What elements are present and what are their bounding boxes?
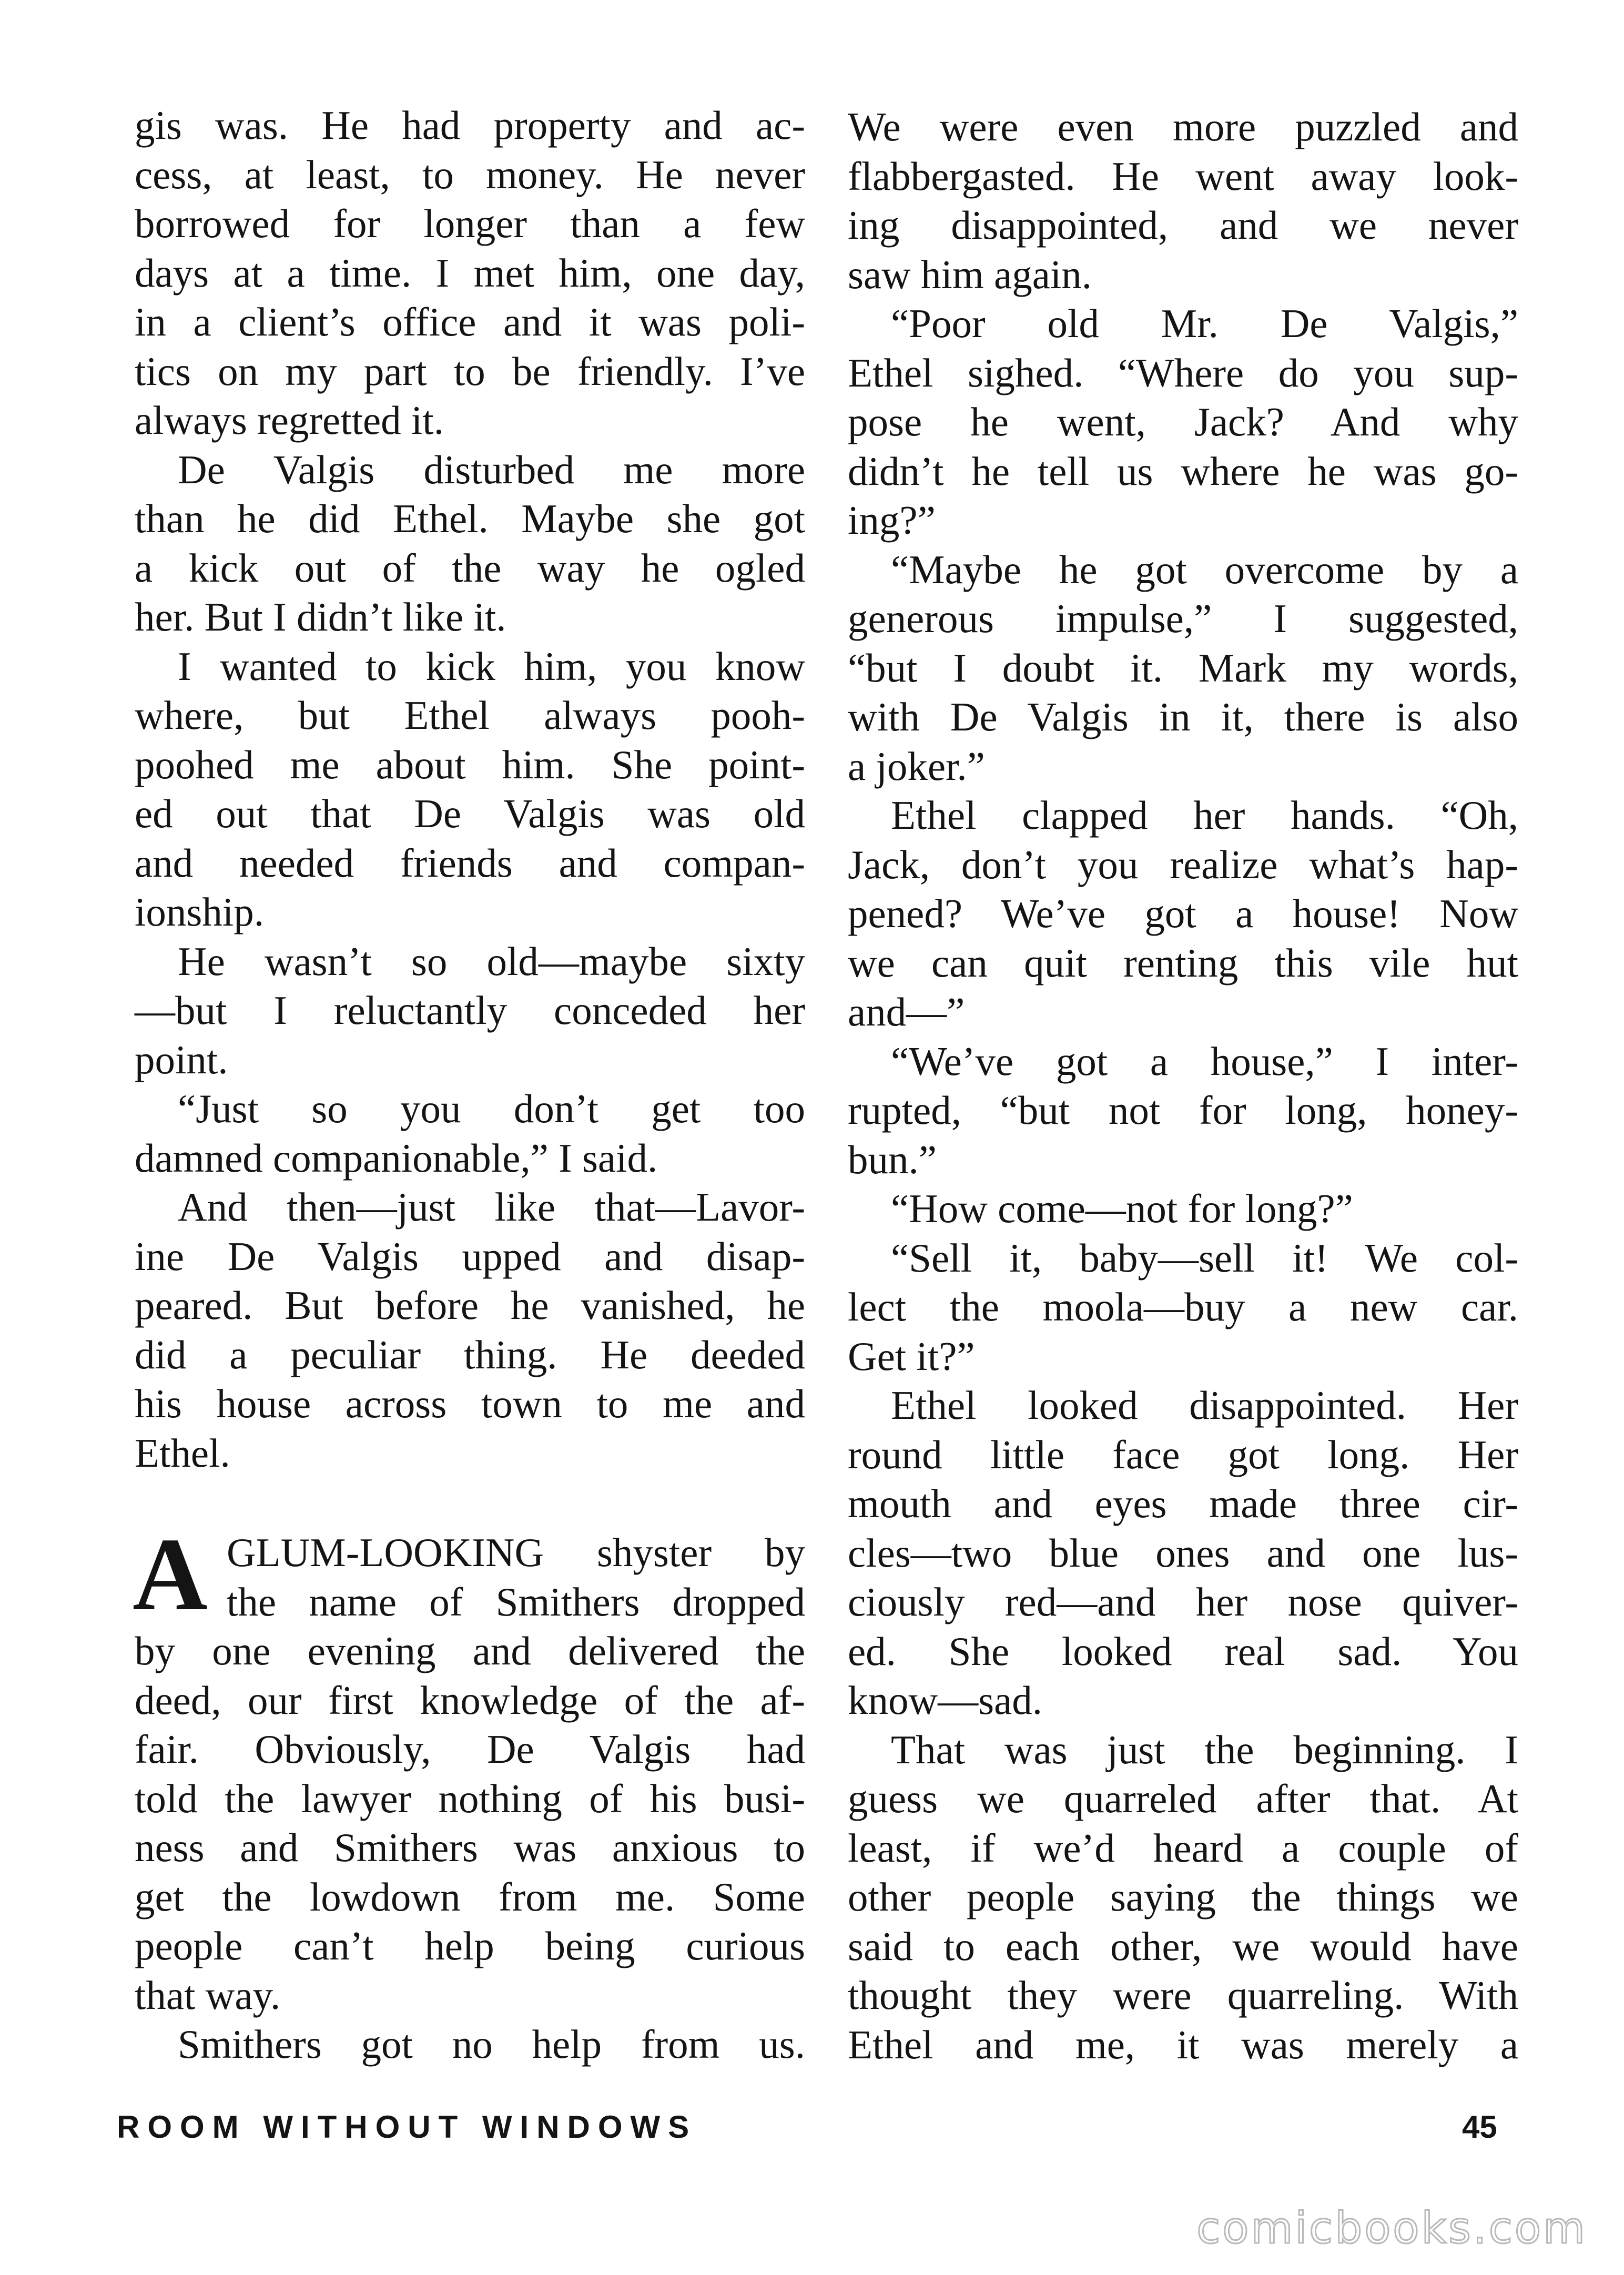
text-line: days at a time. I met him, one day, <box>135 250 805 296</box>
text-line: ed. She looked real sad. You <box>848 1628 1518 1674</box>
text-line: with De Valgis in it, there is also <box>848 694 1518 739</box>
text-line: That was just the beginning. I <box>891 1726 1518 1772</box>
section-break <box>135 1478 805 1528</box>
text-line: round little face got long. Her <box>848 1431 1518 1477</box>
paragraph <box>135 2020 805 2069</box>
text-line: bun.” <box>848 1136 937 1182</box>
text-line: and—” <box>848 989 965 1034</box>
text-line: cess, at least, to money. He never <box>135 151 805 197</box>
text-line: a joker.” <box>848 743 985 789</box>
text-line: thought they were quarreling. With <box>848 1973 1518 2018</box>
text-line: We were even more puzzled and <box>848 104 1518 149</box>
text-line: a kick out of the way he ogled <box>135 545 805 591</box>
text-line: people can’t help being curious <box>135 1923 805 1968</box>
text-line: Get it?” <box>848 1333 975 1379</box>
paragraph <box>133 1517 805 2020</box>
text-line: “How come—not for long?” <box>891 1186 1353 1231</box>
paragraph <box>848 299 1518 545</box>
text-line: ness and Smithers was anxious to <box>135 1825 805 1870</box>
text-line: poohed me about him. She point- <box>135 742 805 787</box>
text-line: He wasn’t so old—maybe sixty <box>178 938 805 984</box>
text-line: least, if we’d heard a couple of <box>848 1825 1518 1871</box>
watermark: comicbooks.com <box>1196 2203 1587 2253</box>
text-line: her. But I didn’t like it. <box>135 594 506 639</box>
text-line: ciously red—and her nose quiver- <box>848 1579 1518 1624</box>
text-line: “We’ve got a house,” I inter- <box>891 1038 1518 1084</box>
paragraph <box>848 1184 1518 1234</box>
text-line: Smithers got no help from us. <box>178 2022 805 2067</box>
text-line: point. <box>135 1037 228 1082</box>
text-line: Ethel clapped her hands. “Oh, <box>891 793 1518 838</box>
drop-cap: A <box>133 1517 208 1632</box>
paragraph <box>135 642 805 937</box>
text-line: mouth and eyes made three cir- <box>848 1481 1518 1526</box>
text-line: fair. Obviously, De Valgis had <box>135 1726 805 1772</box>
paragraph <box>848 103 1518 299</box>
text-line: ed out that De Valgis was old <box>135 791 805 836</box>
text-line: rupted, “but not for long, honey- <box>848 1088 1518 1133</box>
text-line: ine De Valgis upped and disap- <box>135 1233 805 1279</box>
text-line: Ethel. <box>135 1430 230 1476</box>
text-line: that way. <box>135 1972 281 2018</box>
text-line: “but I doubt it. Mark my words, <box>848 645 1518 690</box>
paragraph <box>135 101 805 445</box>
text-line: —but I reluctantly conceded her <box>135 988 805 1033</box>
text-line: Ethel looked disappointed. Her <box>891 1383 1518 1428</box>
text-line: “Poor old Mr. De Valgis,” <box>891 301 1518 346</box>
text-line: GLUM-LOOKING shyster by <box>227 1530 805 1575</box>
text-line: the name of Smithers dropped <box>227 1579 805 1624</box>
text-line: his house across town to me and <box>135 1381 805 1426</box>
paragraph <box>848 1037 1518 1185</box>
text-line: ing?” <box>848 497 936 543</box>
text-line: didn’t he tell us where he was go- <box>848 448 1518 494</box>
text-line: where, but Ethel always pooh- <box>135 693 805 738</box>
text-line: pose he went, Jack? And why <box>848 399 1518 444</box>
text-line: gis was. He had property and ac- <box>135 103 805 148</box>
text-line: and needed friends and compan- <box>135 840 805 886</box>
text-line: other people saying the things we <box>848 1874 1518 1919</box>
paragraph <box>848 1234 1518 1382</box>
text-line: by one evening and delivered the <box>135 1628 805 1673</box>
paragraph <box>135 1183 805 1478</box>
paragraph <box>848 545 1518 791</box>
text-line: “Sell it, baby—sell it! We col- <box>891 1235 1518 1281</box>
text-line: I wanted to kick him, you know <box>178 643 805 689</box>
paragraph <box>848 1381 1518 1725</box>
text-line: “Maybe he got overcome by a <box>891 546 1518 592</box>
text-line: saw him again. <box>848 251 1092 297</box>
text-line: peared. But before he vanished, he <box>135 1283 805 1328</box>
text-line: get the lowdown from me. Some <box>135 1874 805 1919</box>
paragraph <box>135 937 805 1085</box>
text-line: borrowed for longer than a few <box>135 201 805 246</box>
text-line: De Valgis disturbed me more <box>178 446 805 492</box>
text-line: Ethel sighed. “Where do you sup- <box>848 350 1518 395</box>
right-column <box>848 103 1518 2069</box>
text-line: Ethel and me, it was merely a <box>848 2022 1518 2067</box>
paragraph <box>848 791 1518 1037</box>
text-line: know—sad. <box>848 1678 1042 1723</box>
page-number: 45 <box>1462 2109 1497 2145</box>
text-line: damned companionable,” I said. <box>135 1135 658 1181</box>
text-line: And then—just like that—Lavor- <box>178 1184 805 1230</box>
text-line: did a peculiar thing. He deeded <box>135 1332 805 1377</box>
text-line: generous impulse,” I suggested, <box>848 596 1518 641</box>
text-line: guess we quarreled after that. At <box>848 1776 1518 1821</box>
text-line: always regretted it. <box>135 398 444 443</box>
text-line: told the lawyer nothing of his busi- <box>135 1775 805 1821</box>
text-line: in a client’s office and it was poli- <box>135 299 805 344</box>
text-line: Jack, don’t you realize what’s hap- <box>848 841 1518 887</box>
text-line: deed, our first knowledge of the af- <box>135 1677 805 1723</box>
paragraph <box>135 1084 805 1183</box>
text-line: ionship. <box>135 889 265 935</box>
text-line: said to each other, we would have <box>848 1923 1518 1969</box>
text-line: pened? We’ve got a house! Now <box>848 891 1518 936</box>
running-title: ROOM WITHOUT WINDOWS <box>117 2109 697 2145</box>
paragraph <box>135 445 805 642</box>
text-line: flabbergasted. He went away look- <box>848 153 1518 199</box>
text-line: ing disappointed, and we never <box>848 202 1518 248</box>
text-line: “Just so you don’t get too <box>178 1086 805 1131</box>
text-line: cles—two blue ones and one lus- <box>848 1530 1518 1576</box>
left-column <box>135 101 805 2069</box>
paragraph <box>848 1725 1518 2070</box>
text-line: than he did Ethel. Maybe she got <box>135 496 805 541</box>
text-line: tics on my part to be friendly. I’ve <box>135 348 805 394</box>
text-line: lect the moola—buy a new car. <box>848 1284 1518 1329</box>
text-line: we can quit renting this vile hut <box>848 940 1518 986</box>
